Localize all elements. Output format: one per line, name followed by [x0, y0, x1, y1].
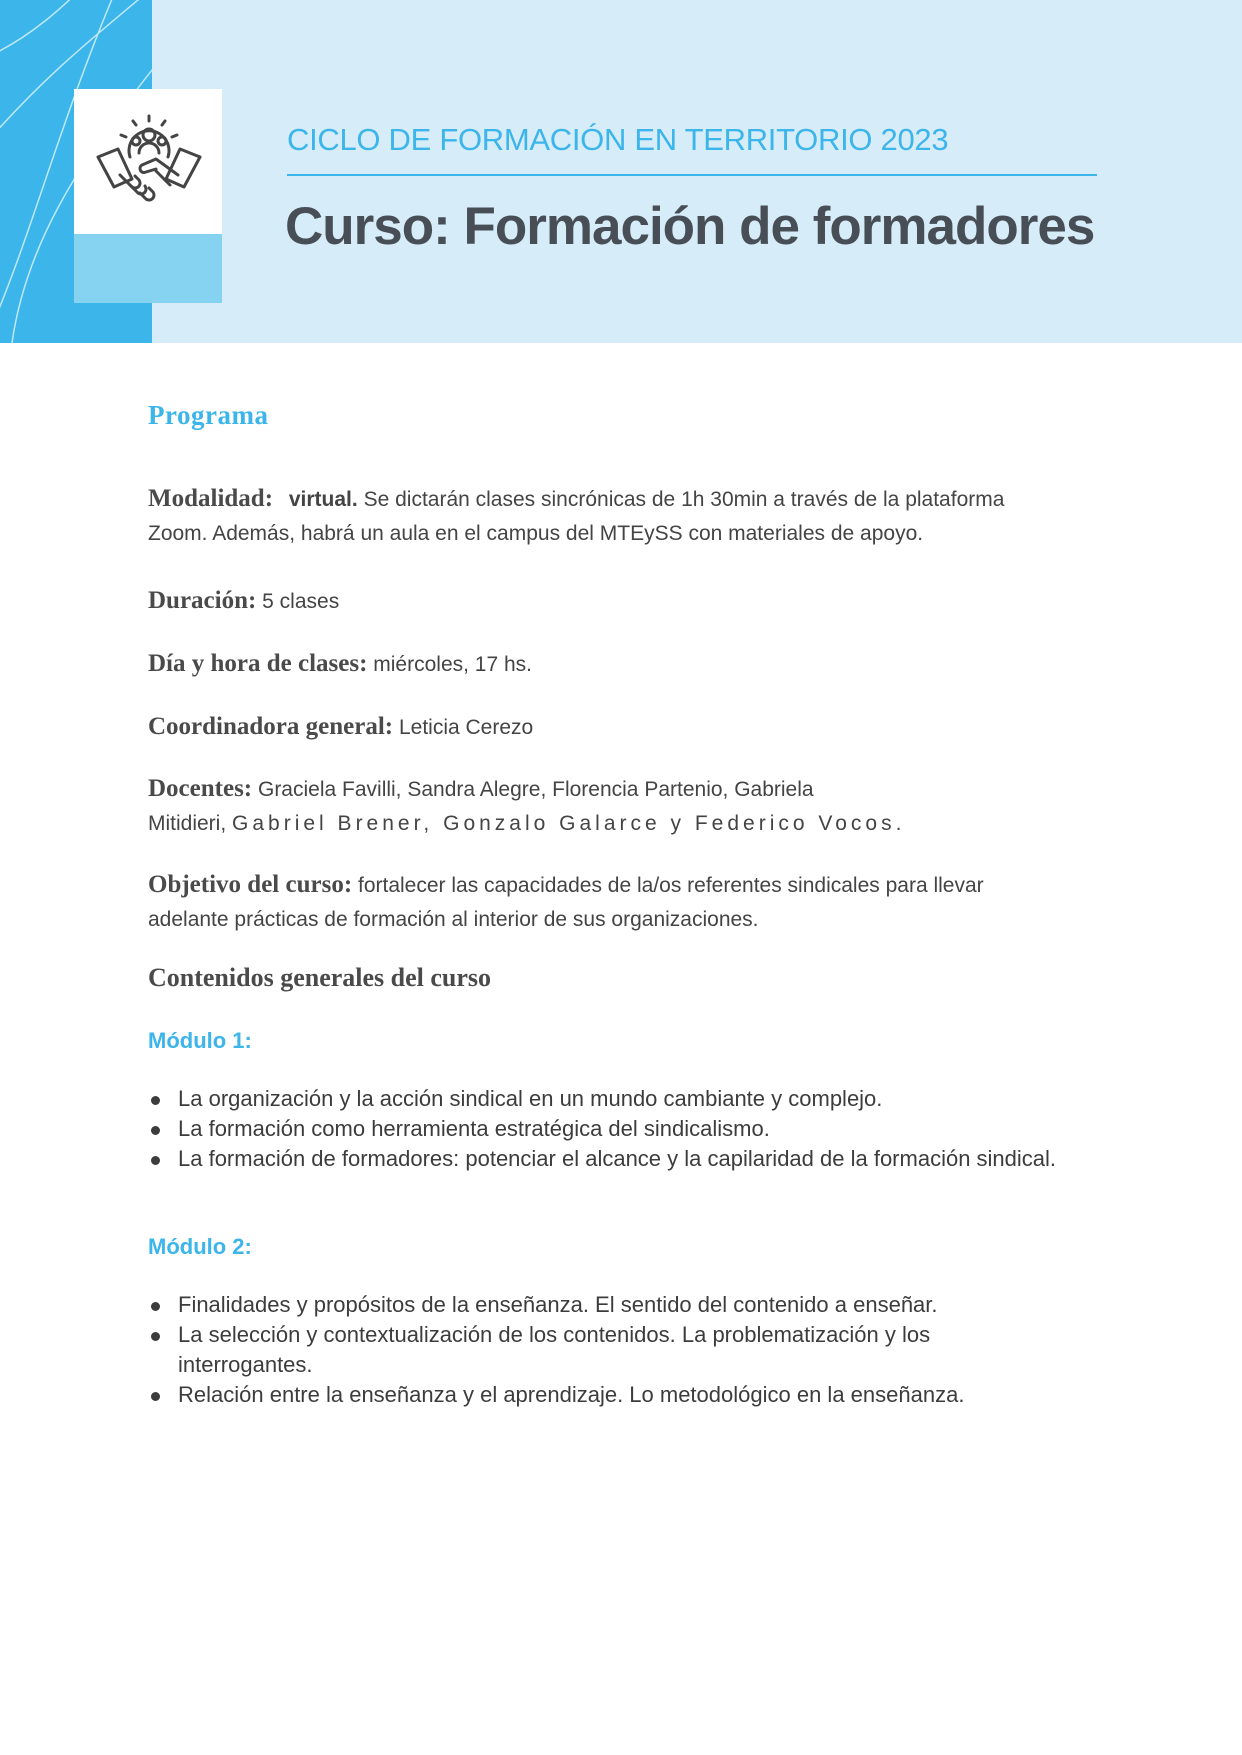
header-band: [0, 0, 1242, 343]
module-2-list: [148, 1290, 1008, 1410]
module-2-title: Módulo 2:: [148, 1234, 252, 1259]
modalidad-value: Se dictarán clases sincrónicas de 1h 30min a través de la plataforma: [363, 488, 1005, 511]
duracion-label: Duración:: [148, 587, 257, 614]
duracion-value: 5 clases: [262, 590, 340, 613]
logo-card: [74, 89, 222, 303]
docentes-label: Docentes:: [148, 775, 253, 802]
coordinadora-value: Leticia Cerezo: [398, 716, 534, 739]
objetivo-field: [148, 868, 1108, 937]
list-item: La formación como herramienta estratégica del sindicalismo.: [148, 1114, 1128, 1144]
objetivo-value-line2: adelante prácticas de formación al interior de sus organizaciones.: [148, 908, 759, 931]
title-divider: [287, 174, 1097, 176]
docentes-value-line2a: Mitidieri,: [148, 812, 227, 835]
docentes-value-line2b: Gabriel Brener, Gonzalo Galarce y Federico Vocos.: [232, 812, 906, 835]
dia-hora-field: [148, 647, 1108, 682]
contents-heading: Contenidos generales del curso: [148, 963, 492, 992]
docentes-field: [148, 772, 1108, 841]
handshake-gear-icon: [94, 113, 204, 213]
docentes-value: Graciela Favilli, Sandra Alegre, Florencia Partenio, Gabriela: [257, 778, 814, 801]
list-item: Relación entre la enseñanza y el aprendizaje. Lo metodológico en la enseñanza.: [148, 1380, 1008, 1410]
logo-background: [74, 89, 222, 234]
coordinadora-label: Coordinadora general:: [148, 713, 394, 740]
module-1-title: Módulo 1:: [148, 1028, 252, 1053]
modalidad-value-line2: Zoom. Además, habrá un aula en el campus del MTEySS con materiales de apoyo.: [148, 522, 924, 545]
modalidad-field: [148, 482, 1108, 551]
modalidad-label: Modalidad:: [148, 485, 274, 512]
program-heading: Programa: [148, 400, 269, 430]
modalidad-mode: virtual.: [288, 488, 358, 511]
cycle-title: CICLO DE FORMACIÓN EN TERRITORIO 2023: [287, 122, 949, 157]
list-item: La selección y contextualización de los contenidos. La problematización y los interrogantes.: [148, 1320, 1008, 1380]
dia-hora-label: Día y hora de clases:: [148, 650, 368, 677]
coordinadora-field: [148, 710, 1108, 745]
list-item: La organización y la acción sindical en un mundo cambiante y complejo.: [148, 1084, 1128, 1114]
logo-accent-block: [74, 234, 222, 303]
objetivo-value: fortalecer las capacidades de la/os referentes sindicales para llevar: [357, 874, 984, 897]
duracion-field: [148, 584, 1108, 619]
course-title: Curso: Formación de formadores: [285, 197, 1095, 256]
dia-hora-value: miércoles, 17 hs.: [373, 653, 532, 676]
objetivo-label: Objetivo del curso:: [148, 871, 353, 898]
list-item: La formación de formadores: potenciar el alcance y la capilaridad de la formación sindical.: [148, 1144, 1128, 1174]
list-item: Finalidades y propósitos de la enseñanza. El sentido del contenido a enseñar.: [148, 1290, 1008, 1320]
module-1-list: [148, 1084, 1128, 1174]
